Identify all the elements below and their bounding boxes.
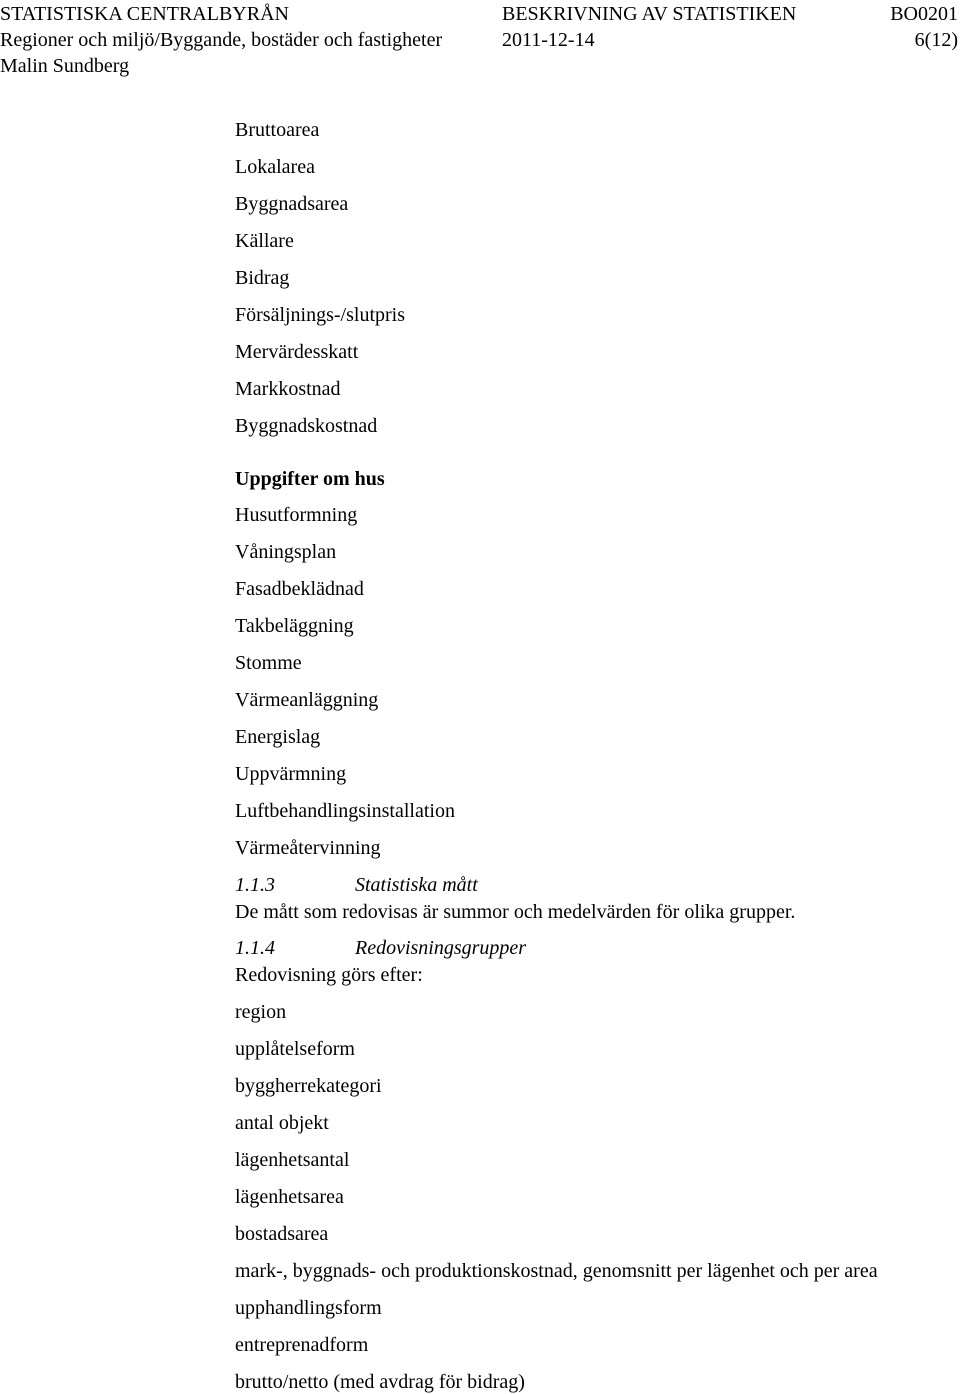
header-page-number: 6(12) (914, 29, 958, 51)
header-department: Regioner och miljö/Byggande, bostäder och fastigheter (0, 29, 443, 51)
section-intro-114: Redovisning görs efter: (235, 964, 423, 986)
list-item: bostadsarea (235, 1223, 329, 1245)
list-item: Värmeåtervinning (235, 837, 381, 859)
list-item: Energislag (235, 726, 321, 748)
list-item: Luftbehandlingsinstallation (235, 800, 455, 822)
list-item: Husutformning (235, 504, 358, 526)
list-item: byggherrekategori (235, 1075, 382, 1097)
header-org: STATISTISKA CENTRALBYRÅN (0, 3, 289, 25)
header-doc-type: BESKRIVNING AV STATISTIKEN (502, 3, 797, 25)
list-item: Byggnadsarea (235, 193, 349, 215)
section-title-113: Statistiska mått (355, 874, 478, 896)
section-title-114: Redovisningsgrupper (355, 937, 527, 959)
list-item: Försäljnings-/slutpris (235, 304, 406, 326)
header-doc-code: BO0201 (890, 3, 958, 25)
list-item: region (235, 1001, 287, 1023)
list-item: entreprenadform (235, 1334, 369, 1356)
list-item: antal objekt (235, 1112, 329, 1134)
list-item: mark-, byggnads- och produktionskostnad, genomsnitt per lägenhet och per area (235, 1260, 878, 1282)
list-item: Värmeanläggning (235, 689, 379, 711)
list-item: upplåtelseform (235, 1038, 355, 1060)
list-item: Markkostnad (235, 378, 341, 400)
list-item: Källare (235, 230, 294, 252)
section-text-113: De mått som redovisas är summor och medelvärden för olika grupper. (235, 901, 796, 923)
list-item: lägenhetsarea (235, 1186, 344, 1208)
list-item: brutto/netto (med avdrag för bidrag) (235, 1371, 525, 1393)
list-item: Lokalarea (235, 156, 315, 178)
list-item: lägenhetsantal (235, 1149, 350, 1171)
header-date: 2011-12-14 (502, 29, 595, 51)
list-item: Uppvärmning (235, 763, 347, 785)
list-item: Mervärdesskatt (235, 341, 359, 363)
list-item: Fasadbeklädnad (235, 578, 364, 600)
list-item: Våningsplan (235, 541, 337, 563)
list-item: upphandlingsform (235, 1297, 382, 1319)
list-item: Byggnadskostnad (235, 415, 378, 437)
list-item: Stomme (235, 652, 302, 674)
list-item: Bruttoarea (235, 119, 320, 141)
header-author: Malin Sundberg (0, 55, 130, 77)
list-item: Takbeläggning (235, 615, 354, 637)
list-item: Bidrag (235, 267, 290, 289)
section-number-113: 1.1.3 (235, 874, 275, 896)
section-number-114: 1.1.4 (235, 937, 275, 959)
hus-heading: Uppgifter om hus (235, 468, 385, 490)
